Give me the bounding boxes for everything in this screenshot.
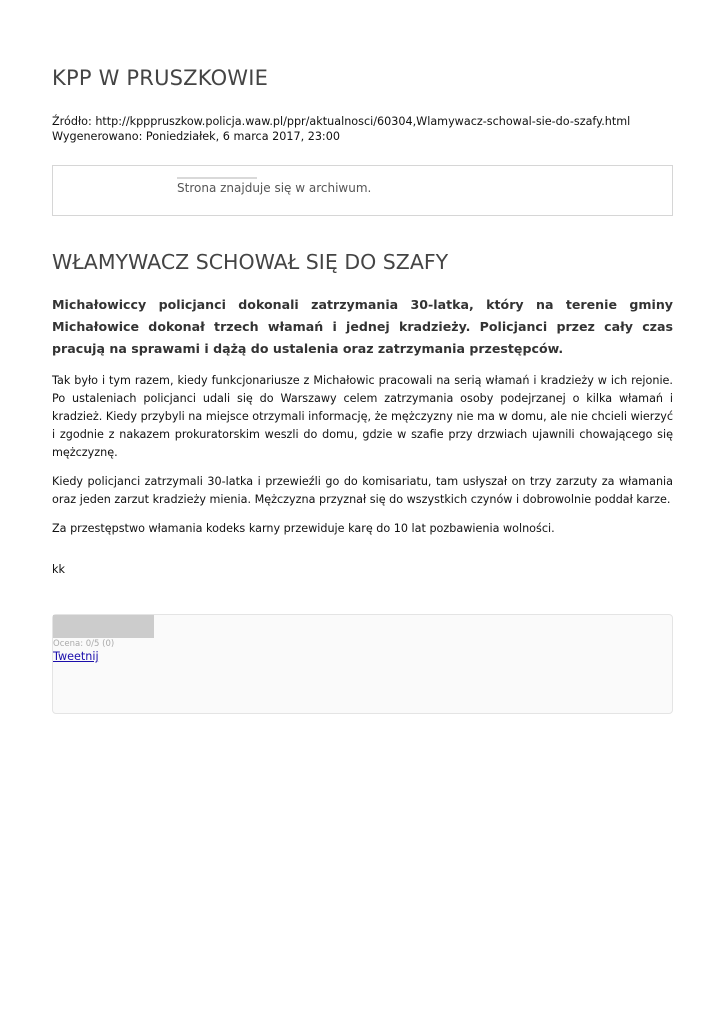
article-author: kk — [52, 563, 65, 576]
article-lead: Michałowiccy policjanci dokonali zatrzymania 30-latka, który na terenie gminy Michałowice dokonał trzech włamań i jednej kradzieży. Policjanci przez cały czas pracują na sprawami i dążą do ustalenia oraz zatrzymania przestępców. — [52, 297, 673, 356]
article-title: WŁAMYWACZ SCHOWAŁ SIĘ DO SZAFY — [52, 250, 449, 274]
article-body — [52, 372, 673, 549]
article-paragraph: Kiedy policjanci zatrzymali 30-latka i przewieźli go do komisariatu, tam usłyszał on trzy zarzuty za włamania oraz jeden zarzut kradzieży mienia. Mężczyzna przyznał się do wszystkich czynów i dobrowolnie poddał karze. — [52, 475, 673, 506]
rating-text: Ocena: 0/5 (0) — [53, 639, 115, 649]
rating-stars[interactable] — [53, 615, 154, 638]
document-meta — [52, 114, 630, 144]
site-title: KPP W PRUSZKOWIE — [52, 66, 269, 90]
generated-date: Wygenerowano: Poniedziałek, 6 marca 2017, 23:00 — [52, 130, 340, 143]
rating-box — [52, 614, 673, 714]
article-paragraph: Tak było i tym razem, kiedy funkcjonariusze z Michałowic pracowali na serią włamań i kradzieży w ich rejonie. Po ustaleniach policjanci udali się do Warszawy celem zatrzymania osoby podejrzanej o kilka włamań i kradzież. Kiedy przybyli na miejsce otrzymali informację, że mężczyzny nie ma w domu, ale nie chcieli wierzyć i zgodnie z nakazem prokuratorskim weszli do domu, gdzie w szafie przy drzwiach ujawnili chowającego się mężczyznę. — [52, 374, 673, 459]
archive-divider — [177, 177, 257, 179]
archive-notice: Strona znajduje się w archiwum. — [177, 181, 372, 195]
article-paragraph: Za przestępstwo włamania kodeks karny przewiduje karę do 10 lat pozbawienia wolności. — [52, 522, 555, 535]
source-url: Źródło: http://kpppruszkow.policja.waw.pl/ppr/aktualnosci/60304,Wlamywacz-schowal-sie-do-szafy.html — [52, 115, 631, 128]
tweet-link[interactable]: Tweetnij — [53, 650, 99, 663]
archive-notice-box — [52, 165, 673, 216]
